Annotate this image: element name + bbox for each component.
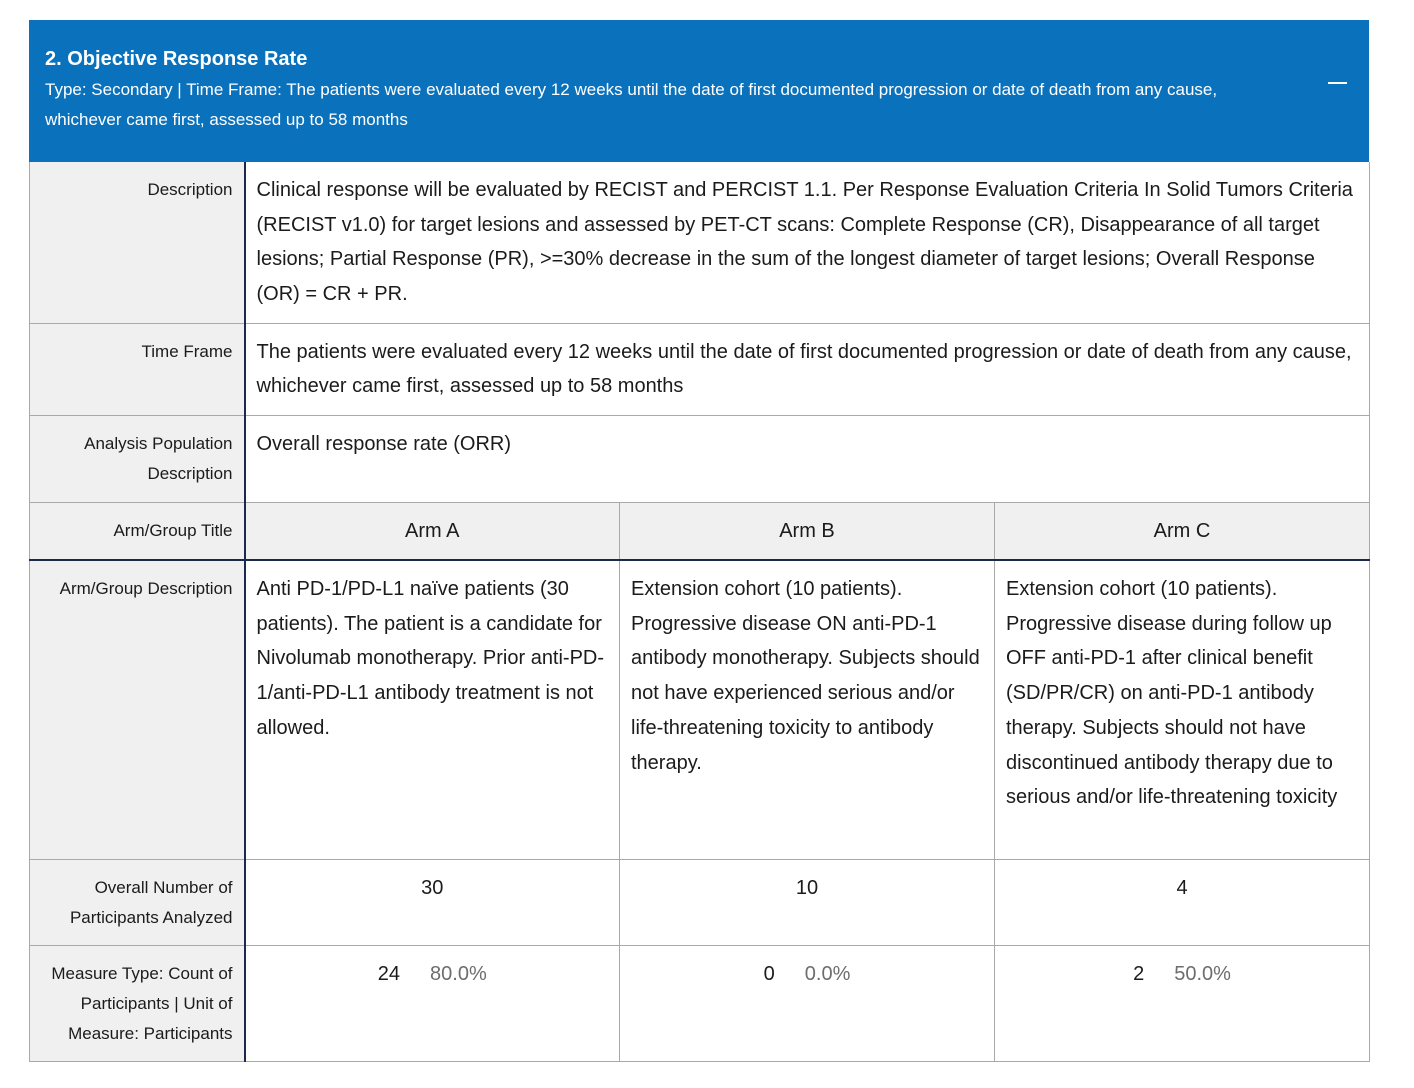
arm-c-title: Arm C (995, 502, 1370, 560)
arm-b-participants: 10 (620, 859, 995, 945)
time-frame-row (30, 323, 1370, 415)
analysis-population-row (30, 415, 1370, 502)
participants-analyzed-label: Overall Number of Participants Analyzed (30, 859, 245, 945)
outcome-measure-card (29, 20, 1369, 1062)
arm-c-participants: 4 (995, 859, 1370, 945)
outcome-subtitle: Type: Secondary | Time Frame: The patients were evaluated every 12 weeks until the date of first documented progression or date of death from any cause, whichever came first, assessed up to 58 months (45, 80, 1218, 129)
arm-a-participants: 30 (245, 859, 620, 945)
arm-description-row (30, 560, 1370, 859)
arm-title-row (30, 502, 1370, 560)
arm-c-description: Extension cohort (10 patients). Progressive disease during follow up OFF anti-PD-1 after clinical benefit (SD/PR/CR) on anti-PD-1 antibody therapy. Subjects should not have discontinued antibody therapy due to serious and/or life-threatening toxicity (995, 560, 1370, 859)
arm-b-count: 0 (763, 962, 775, 985)
arm-a-description: Anti PD-1/PD-L1 naïve patients (30 patients). The patient is a candidate for Nivolumab monotherapy. Prior anti-PD-1/anti-PD-L1 antibody treatment is not allowed. (245, 560, 620, 859)
outcome-header[interactable] (29, 20, 1369, 162)
description-label: Description (30, 162, 245, 323)
arm-c-measure (995, 945, 1370, 1061)
analysis-population-value: Overall response rate (ORR) (245, 415, 1370, 502)
arm-a-percent: 80.0% (430, 962, 487, 985)
description-row (30, 162, 1370, 323)
participants-analyzed-row (30, 859, 1370, 945)
analysis-population-label: Analysis Population Description (30, 415, 245, 502)
arm-a-title: Arm A (245, 502, 620, 560)
minus-icon[interactable] (1327, 73, 1347, 93)
description-value: Clinical response will be evaluated by RECIST and PERCIST 1.1. Per Response Evaluation Criteria In Solid Tumors Criteria (RECIST v1.0) for target lesions and assessed by PET-CT scans: Complete Response (CR), Disappearance of all target lesions; Partial Response (PR), >=30% decrease in the sum of the longest diameter of target lesions; Overall Response (OR) = CR + PR. (245, 162, 1370, 323)
arm-b-description: Extension cohort (10 patients). Progressive disease ON anti-PD-1 antibody monotherapy. Subjects should not have experienced serious and/or life-threatening toxicity to antibody therapy. (620, 560, 995, 859)
time-frame-label: Time Frame (30, 323, 245, 415)
measure-label: Measure Type: Count of Participants | Unit of Measure: Participants (30, 945, 245, 1061)
time-frame-value: The patients were evaluated every 12 weeks until the date of first documented progression or date of death from any cause, whichever came first, assessed up to 58 months (245, 323, 1370, 415)
arm-b-title: Arm B (620, 502, 995, 560)
arm-b-percent: 0.0% (804, 962, 851, 985)
outcome-title: 2. Objective Response Rate (45, 48, 308, 70)
arm-title-label: Arm/Group Title (30, 502, 245, 560)
measure-row (30, 945, 1370, 1061)
arm-c-percent: 50.0% (1174, 962, 1231, 985)
arm-a-measure (245, 945, 620, 1061)
arm-a-count: 24 (377, 962, 401, 985)
arm-description-label: Arm/Group Description (30, 560, 245, 859)
arm-b-measure (620, 945, 995, 1061)
arm-c-count: 2 (1133, 962, 1145, 985)
results-table (29, 162, 1370, 1062)
